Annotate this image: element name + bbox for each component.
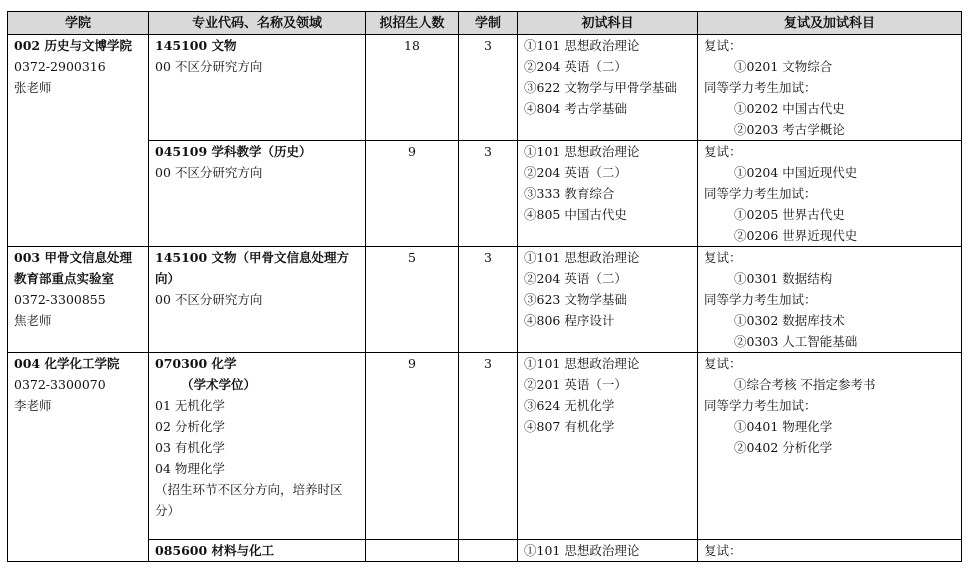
extra-subject: ①0202 中国古代史 — [734, 101, 845, 116]
prelim-cell — [518, 247, 698, 353]
college-cell — [8, 353, 149, 562]
header-retest: 复试及加试科目 — [698, 12, 962, 35]
major-title: 070300 化学 — [155, 356, 237, 371]
header-quota: 拟招生人数 — [366, 12, 459, 35]
prelim-subject: ④805 中国古代史 — [524, 207, 627, 222]
prelim-cell — [518, 141, 698, 247]
years-cell: 3 — [459, 247, 518, 353]
major-title: 085600 材料与化工 — [155, 543, 275, 558]
retest-cell — [698, 141, 962, 247]
prelim-subject: ②204 英语（二） — [524, 165, 627, 180]
extra-label: 同等学力考生加试： — [704, 398, 817, 413]
extra-subject: ②0203 考古学概论 — [734, 122, 845, 137]
header-years: 学制 — [459, 12, 518, 35]
prelim-cell — [518, 353, 698, 540]
years-cell: 3 — [459, 353, 518, 540]
quota-cell: 18 — [366, 35, 459, 141]
prelim-subject: ③623 文物学基础 — [524, 292, 627, 307]
major-cell — [149, 141, 366, 247]
table-row — [8, 141, 962, 247]
prelim-subject: ③333 教育综合 — [524, 186, 615, 201]
major-subtitle: （学术学位） — [181, 377, 257, 392]
retest-subject: ①综合考核 不指定参考书 — [734, 377, 876, 392]
college-name: 004 化学化工学院 — [14, 356, 120, 371]
extra-subject: ②0303 人工智能基础 — [734, 334, 858, 349]
major-direction: 00 不区分研究方向 — [155, 165, 263, 180]
extra-label: 同等学力考生加试： — [704, 186, 817, 201]
major-title: 145100 文物 — [155, 38, 237, 53]
quota-cell: 5 — [366, 247, 459, 353]
major-cell — [149, 353, 366, 540]
admissions-table — [7, 11, 962, 562]
retest-label: 复试： — [704, 144, 742, 159]
extra-label: 同等学力考生加试： — [704, 292, 817, 307]
years-cell: 3 — [459, 35, 518, 141]
quota-cell — [366, 540, 459, 562]
retest-subject: ①0204 中国近现代史 — [734, 165, 858, 180]
header-college: 学院 — [8, 12, 149, 35]
extra-subject: ②0402 分析化学 — [734, 440, 833, 455]
prelim-cell — [518, 35, 698, 141]
major-direction: 00 不区分研究方向 — [155, 292, 263, 307]
prelim-subject: ①101 思想政治理论 — [524, 250, 640, 265]
college-contact: 焦老师 — [14, 313, 52, 328]
prelim-subject: ②201 英语（一） — [524, 377, 627, 392]
major-direction: 02 分析化学 — [155, 419, 225, 434]
table-row — [8, 35, 962, 141]
retest-subject: ①0301 数据结构 — [734, 271, 833, 286]
table-row — [8, 247, 962, 353]
extra-label: 同等学力考生加试： — [704, 80, 817, 95]
header-major: 专业代码、名称及领域 — [149, 12, 366, 35]
extra-subject: ①0302 数据库技术 — [734, 313, 845, 328]
college-contact: 张老师 — [14, 80, 52, 95]
college-name-cont: 教育部重点实验室 — [14, 271, 115, 286]
quota-cell: 9 — [366, 353, 459, 540]
major-title-cont: 向） — [155, 271, 181, 286]
major-direction: 04 物理化学 — [155, 461, 225, 476]
prelim-cell — [518, 540, 698, 562]
retest-subject: ①0201 文物综合 — [734, 59, 833, 74]
retest-cell — [698, 540, 962, 562]
major-cell — [149, 35, 366, 141]
major-title: 145100 文物（甲骨文信息处理方 — [155, 250, 350, 265]
retest-cell — [698, 353, 962, 540]
college-phone: 0372-3300855 — [14, 292, 106, 307]
college-cell — [8, 35, 149, 247]
retest-label: 复试： — [704, 38, 742, 53]
prelim-subject: ①101 思想政治理论 — [524, 144, 640, 159]
header-row — [8, 12, 962, 35]
quota-cell: 9 — [366, 141, 459, 247]
extra-subject: ②0206 世界近现代史 — [734, 228, 858, 243]
years-cell — [459, 540, 518, 562]
major-note: （招生环节不区分方向，培养时区分） — [155, 482, 343, 518]
college-phone: 0372-3300070 — [14, 377, 106, 392]
college-phone: 0372-2900316 — [14, 59, 106, 74]
header-prelim: 初试科目 — [518, 12, 698, 35]
college-name: 003 甲骨文信息处理 — [14, 250, 132, 265]
college-contact: 李老师 — [14, 398, 52, 413]
table-row — [8, 353, 962, 540]
prelim-subject: ①101 思想政治理论 — [524, 356, 640, 371]
prelim-subject: ①101 思想政治理论 — [524, 543, 640, 558]
prelim-subject: ②204 英语（二） — [524, 59, 627, 74]
major-cell — [149, 540, 366, 562]
prelim-subject: ①101 思想政治理论 — [524, 38, 640, 53]
table-row — [8, 540, 962, 562]
years-cell: 3 — [459, 141, 518, 247]
major-direction: 01 无机化学 — [155, 398, 225, 413]
retest-label: 复试： — [704, 543, 742, 558]
prelim-subject: ③622 文物学与甲骨学基础 — [524, 80, 677, 95]
college-cell — [8, 247, 149, 353]
retest-label: 复试： — [704, 356, 742, 371]
prelim-subject: ④804 考古学基础 — [524, 101, 627, 116]
prelim-subject: ②204 英语（二） — [524, 271, 627, 286]
retest-cell — [698, 247, 962, 353]
major-direction: 00 不区分研究方向 — [155, 59, 263, 74]
prelim-subject: ④806 程序设计 — [524, 313, 615, 328]
extra-subject: ①0401 物理化学 — [734, 419, 833, 434]
major-direction: 03 有机化学 — [155, 440, 225, 455]
extra-subject: ①0205 世界古代史 — [734, 207, 845, 222]
retest-label: 复试： — [704, 250, 742, 265]
major-title: 045109 学科教学（历史） — [155, 144, 312, 159]
prelim-subject: ③624 无机化学 — [524, 398, 615, 413]
prelim-subject: ④807 有机化学 — [524, 419, 615, 434]
college-name: 002 历史与文博学院 — [14, 38, 132, 53]
retest-cell — [698, 35, 962, 141]
major-cell — [149, 247, 366, 353]
